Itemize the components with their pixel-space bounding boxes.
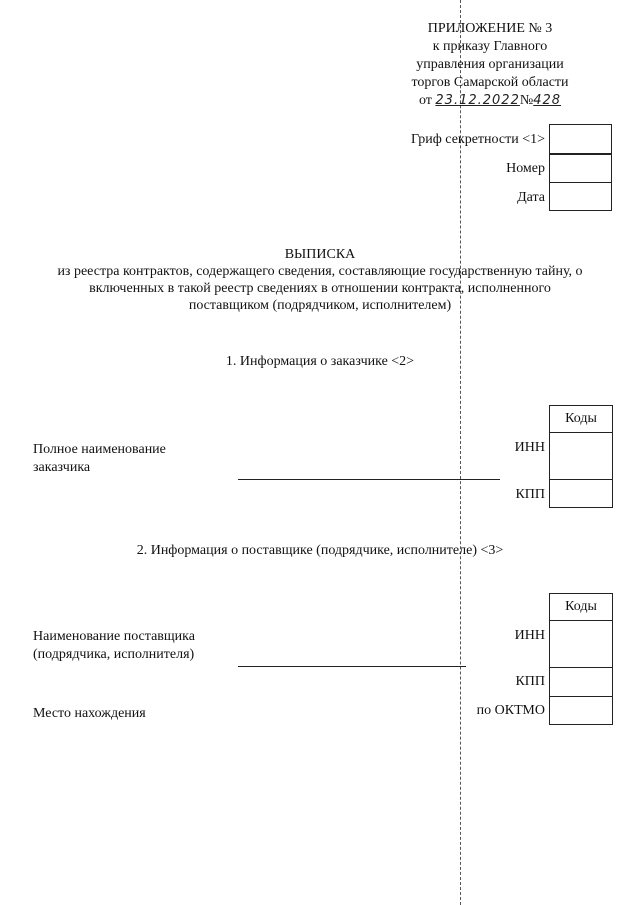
section2-kpp-box bbox=[549, 667, 613, 697]
section2-heading: 2. Информация о поставщике (подрядчике, исполнителе) <3> bbox=[136, 543, 504, 558]
section1-inn-label: ИНН bbox=[514, 440, 545, 455]
document-title: ВЫПИСКА bbox=[284, 247, 356, 262]
section2-oktmo-box bbox=[549, 696, 613, 725]
section2-field-label-line2: (подрядчика, исполнителя) bbox=[33, 647, 195, 662]
document-subtitle-line1: из реестра контрактов, содержащего сведения, составляющие государственную тайну, о bbox=[57, 264, 583, 279]
secrecy-date-label: Дата bbox=[517, 190, 545, 205]
appendix-block bbox=[395, 20, 585, 110]
section2-inn-box bbox=[549, 620, 613, 668]
document-subtitle-line2: включенных в такой реестр сведениях в отношении контракта, исполненного bbox=[89, 281, 551, 296]
section1-field-label-line2: заказчика bbox=[33, 460, 91, 475]
section1-field-label-line1: Полное наименование bbox=[33, 442, 166, 457]
section1-inn-box bbox=[549, 432, 613, 480]
section1-kpp-box bbox=[549, 479, 613, 508]
number-sign: № bbox=[519, 93, 534, 108]
appendix-org-line: управления организации bbox=[416, 57, 564, 72]
section1-field-label bbox=[33, 441, 166, 477]
date-prefix: от bbox=[418, 93, 432, 108]
section1-name-underline bbox=[238, 479, 500, 480]
section1-codes-header: Коды bbox=[549, 405, 613, 433]
secrecy-grif-label: Гриф секретности <1> bbox=[411, 132, 545, 147]
section2-location-label: Место нахождения bbox=[33, 706, 146, 721]
secrecy-number-label: Номер bbox=[506, 161, 545, 176]
appendix-title: ПРИЛОЖЕНИЕ № 3 bbox=[427, 21, 553, 36]
document-subtitle-line3: поставщиком (подрядчиком, исполнителем) bbox=[188, 298, 452, 313]
title-block bbox=[20, 246, 620, 314]
secrecy-date-box bbox=[549, 182, 612, 211]
secrecy-grif-box bbox=[549, 124, 612, 154]
appendix-date-line bbox=[395, 92, 585, 110]
appendix-region-line: торгов Самарской области bbox=[411, 75, 569, 90]
section2-field-label bbox=[33, 628, 195, 664]
section1-heading: 1. Информация о заказчике <2> bbox=[225, 354, 415, 369]
handwritten-number: 428 bbox=[533, 93, 562, 108]
handwritten-date: 23.12.2022 bbox=[435, 93, 520, 108]
section2-kpp-label: КПП bbox=[515, 674, 545, 689]
section2-oktmo-label: по ОКТМО bbox=[476, 703, 545, 718]
section2-codes-header: Коды bbox=[549, 593, 613, 621]
appendix-order-line: к приказу Главного bbox=[432, 39, 548, 54]
secrecy-number-box bbox=[549, 154, 612, 183]
section2-field-label-line1: Наименование поставщика bbox=[33, 629, 195, 644]
section2-name-underline bbox=[238, 666, 466, 667]
section2-inn-label: ИНН bbox=[514, 628, 545, 643]
section1-kpp-label: КПП bbox=[515, 487, 545, 502]
